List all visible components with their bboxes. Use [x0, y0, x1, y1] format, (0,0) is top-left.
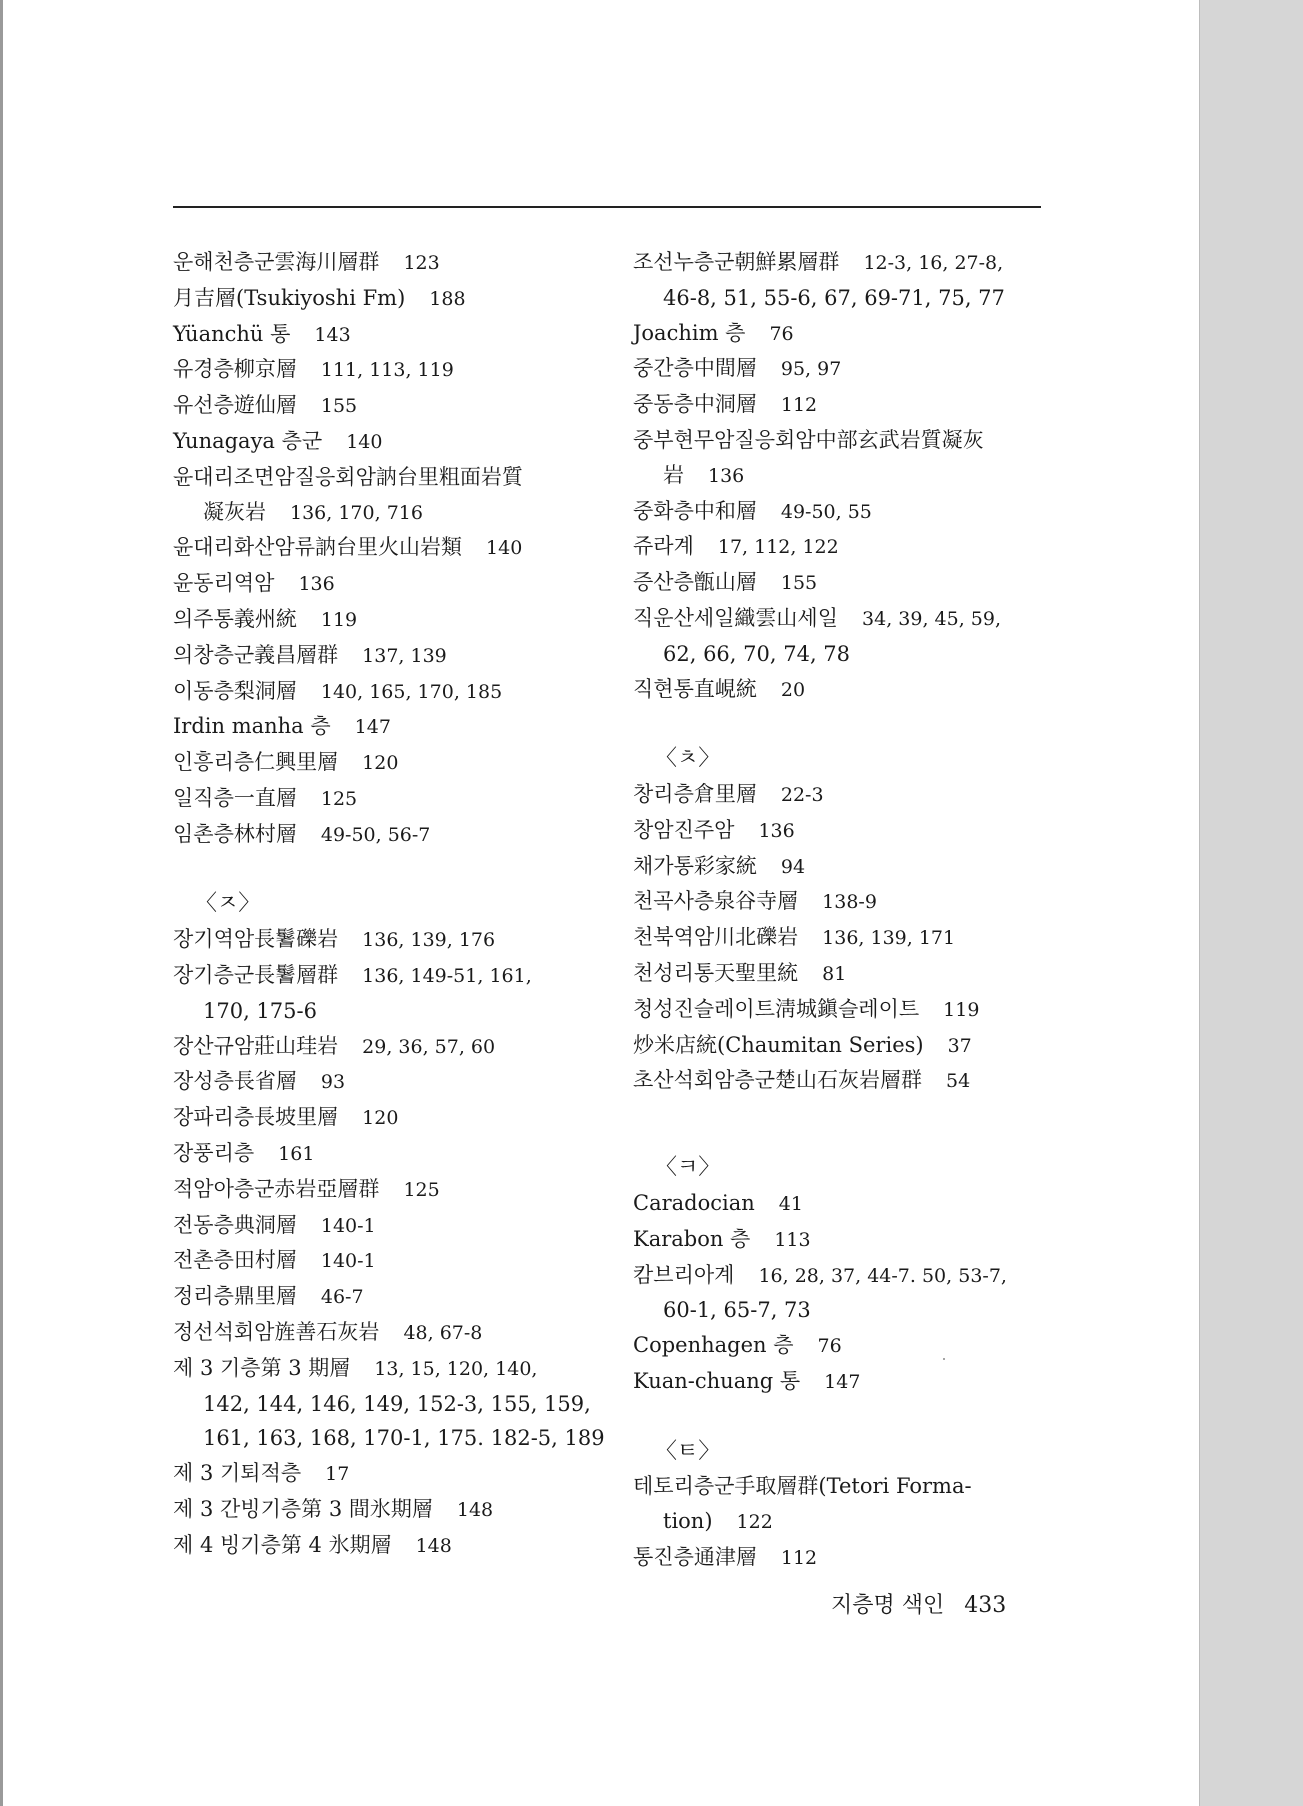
index-entry [633, 1258, 1053, 1329]
entry-pages: 119 [943, 998, 980, 1021]
index-entry [633, 494, 1053, 530]
entry-term: 채가통彩家統 [633, 853, 757, 878]
index-entry [633, 672, 1053, 708]
entry-pages: 138-9 [822, 891, 877, 914]
entry-pages: 136, 139, 176 [362, 929, 496, 952]
entry-pages: 140, 165, 170, 185 [320, 680, 503, 703]
entry-term: 정선석회암旌善石灰岩 [173, 1319, 380, 1344]
index-entry [633, 601, 1053, 672]
entry-term: 천성리통天聖里統 [633, 960, 799, 985]
entry-term: 전동층典洞層 [173, 1212, 297, 1237]
entry-term: 초산석회암층군楚山石灰岩層群 [633, 1068, 923, 1093]
entry-pages: 140 [346, 430, 383, 453]
index-entry [173, 352, 593, 388]
index-entry [633, 1540, 1053, 1576]
entry-pages: 93 [320, 1071, 346, 1094]
entry-term: 증산층甑山層 [633, 570, 757, 595]
entry-term: Yüanchü 통 [173, 321, 291, 346]
entry-pages: 34, 39, 45, 59, [862, 607, 1001, 630]
index-entry [633, 992, 1053, 1028]
entry-term: 의창층군義昌層群 [173, 642, 339, 667]
entry-term: 통진층通津層 [633, 1544, 757, 1569]
entry-term: 이동층梨洞層 [173, 678, 297, 703]
entry-term: 캄브리아계 [633, 1262, 735, 1287]
entry-term: Karabon 층 [633, 1226, 751, 1251]
entry-pages: 12-3, 16, 27-8, [863, 252, 1004, 274]
entry-pages: 76 [817, 1335, 842, 1358]
entry-term: 유경층柳京層 [173, 357, 297, 382]
index-entry [173, 602, 593, 638]
index-entry [633, 351, 1053, 387]
index-entry [173, 1029, 593, 1065]
entry-pages: 120 [362, 1107, 399, 1130]
entry-pages: 140-1 [320, 1250, 376, 1273]
entry-pages: 140 [486, 537, 523, 560]
index-entry [633, 1186, 1053, 1222]
entry-term: 전촌층田村層 [173, 1248, 297, 1273]
entry-pages: 13, 15, 120, 140, [374, 1357, 538, 1380]
index-entry [173, 709, 593, 745]
entry-pages: 46-7 [320, 1286, 364, 1309]
entry-term: 중간층中間層 [633, 356, 757, 381]
entry-pages: 148 [456, 1498, 494, 1521]
index-entry [633, 813, 1053, 849]
section-header: 〈ㅊ〉 [655, 746, 721, 772]
entry-term: 천북역암川北礫岩 [633, 925, 799, 950]
index-entry [173, 958, 593, 1029]
entry-pages: 16, 28, 37, 44-7. 50, 53-7, [758, 1264, 1007, 1287]
entry-pages: 81 [822, 962, 847, 985]
entry-pages-cont: 142, 144, 146, 149, 152-3, 155, 159, [203, 1391, 591, 1416]
entry-term: 장풍리층 [173, 1140, 255, 1165]
entry-term-cont: tion) [663, 1509, 713, 1534]
entry-term: 조선누층군朝鮮累層群 [633, 250, 840, 274]
entry-pages: 112 [780, 1546, 818, 1569]
entry-term: 장기역암長鬐礫岩 [173, 927, 339, 952]
index-entry [173, 1064, 593, 1100]
entry-term: 임촌층林村層 [173, 821, 297, 846]
entry-continuation [633, 458, 1053, 494]
entry-pages: 147 [354, 716, 391, 739]
index-entry [633, 1364, 1053, 1400]
entry-pages: 136, 149-51, 161, [362, 964, 532, 987]
entry-pages: 111, 113, 119 [320, 359, 454, 382]
entry-term: Irdin manha 층 [173, 714, 331, 739]
scan-speck [943, 1358, 945, 1360]
section-gap [633, 707, 1053, 742]
entry-pages: 17, 112, 122 [717, 536, 839, 559]
entry-term: 청성진슬레이트淸城鎭슬레이트 [633, 996, 920, 1021]
entry-term: 장산규암莊山珪岩 [173, 1033, 339, 1058]
index-entry [173, 781, 593, 817]
index-entry [173, 922, 593, 958]
section-header: 〈ㅈ〉 [195, 891, 261, 917]
entry-pages: 94 [780, 855, 806, 878]
index-entry [633, 387, 1053, 423]
entry-term: 정리층鼎里層 [173, 1284, 297, 1309]
section-gap [633, 1099, 1053, 1151]
index-entry [173, 745, 593, 781]
entry-term: 인흥리층仁興里層 [173, 750, 339, 775]
index-entry [633, 849, 1053, 885]
header-rule [173, 206, 1041, 208]
entry-term: 일직층一直層 [173, 785, 297, 810]
entry-term: 적암아층군赤岩亞層群 [173, 1176, 380, 1201]
entry-pages: 122 [736, 1511, 773, 1534]
entry-pages: 147 [824, 1370, 861, 1393]
index-entry [173, 281, 593, 317]
entry-pages: 161 [278, 1142, 315, 1165]
index-entry [633, 884, 1053, 920]
entry-term: 장기층군長鬐層群 [173, 962, 339, 987]
entry-pages: 143 [314, 323, 351, 346]
entry-pages-cont: 161, 163, 168, 170-1, 175. 182-5, 189 [203, 1426, 605, 1451]
index-entry [173, 460, 593, 531]
index-entry [633, 1222, 1053, 1258]
entry-pages: 20 [780, 678, 806, 701]
entry-term: Kuan-chuang 통 [633, 1368, 801, 1393]
entry-pages: 29, 36, 57, 60 [362, 1035, 496, 1058]
index-entry [633, 956, 1053, 992]
entry-pages: 112 [780, 394, 818, 417]
index-entry [173, 424, 593, 460]
entry-term: 직현통直峴統 [633, 676, 757, 701]
entry-pages: 136 [708, 464, 745, 487]
index-entry [173, 674, 593, 710]
entry-term: Caradocian [633, 1190, 755, 1215]
index-entry [633, 565, 1053, 601]
entry-pages-cont: 46-8, 51, 55-6, 67, 69-71, 75, 77 [663, 285, 1005, 310]
entry-term: 윤대리화산암류訥台里火山岩類 [173, 535, 463, 560]
entry-term: 의주통義州統 [173, 606, 297, 631]
entry-term: 운해천층군雲海川層群 [173, 250, 380, 274]
index-entry [173, 1100, 593, 1136]
entry-pages: 125 [320, 787, 358, 810]
section-gap [173, 853, 593, 888]
index-entry [173, 817, 593, 853]
entry-pages: 37 [947, 1034, 972, 1057]
entry-pages: 136, 170, 716 [290, 501, 423, 524]
entry-term: 유선층遊仙層 [173, 393, 297, 418]
entry-term-cont: 凝灰岩 [203, 499, 266, 524]
index-column-left [173, 245, 605, 1563]
entry-pages: 41 [778, 1192, 803, 1215]
section-gap [633, 1400, 1053, 1435]
index-entry [173, 1492, 593, 1528]
entry-pages: 113 [774, 1228, 811, 1251]
entry-term: 제 4 빙기층第 4 氷期層 [173, 1532, 392, 1557]
entry-pages: 49-50, 56-7 [320, 823, 431, 846]
entry-term: 창암진주암 [633, 817, 735, 842]
entry-term: 윤대리조면암질응회암訥台里粗面岩質 [173, 464, 523, 489]
index-entry [633, 920, 1053, 956]
entry-term: 장파리층長坡里層 [173, 1105, 339, 1130]
index-entry [173, 638, 593, 674]
entry-pages: 137, 139 [362, 644, 447, 667]
entry-continuation [633, 1504, 1053, 1540]
index-entry [633, 777, 1053, 813]
entry-pages: 136 [758, 819, 795, 842]
index-entry [173, 1279, 593, 1315]
entry-pages: 123 [403, 252, 440, 274]
index-entry [173, 317, 593, 353]
entry-pages: 120 [362, 752, 399, 775]
index-entry [173, 1172, 593, 1208]
entry-pages: 49-50, 55 [780, 500, 872, 523]
entry-term: 중화층中和層 [633, 498, 757, 523]
entry-term: 月吉層(Tsukiyoshi Fm) [173, 285, 406, 310]
entry-pages: 136 [298, 573, 335, 596]
entry-pages: 119 [320, 608, 358, 631]
index-entry [173, 1456, 593, 1492]
entry-pages-cont: 62, 66, 70, 74, 78 [663, 641, 851, 666]
entry-pages: 125 [403, 1178, 440, 1201]
entry-pages: 148 [415, 1534, 452, 1557]
index-column-right [633, 245, 1053, 1576]
entry-pages: 140-1 [320, 1214, 376, 1237]
entry-pages: 54 [946, 1070, 971, 1093]
entry-term: 제 3 간빙기층第 3 間氷期層 [173, 1496, 433, 1521]
entry-term: 제 3 기퇴적층 [173, 1461, 302, 1486]
entry-pages: 188 [429, 287, 466, 310]
entry-pages: 17 [325, 1463, 350, 1486]
entry-term: Joachim 층 [633, 320, 746, 345]
entry-pages: 76 [769, 322, 794, 345]
entry-continuation [173, 495, 593, 531]
page-footer [831, 1588, 1006, 1619]
entry-term: 창리층倉里層 [633, 781, 757, 806]
index-entry [173, 1208, 593, 1244]
index-entry [633, 1328, 1053, 1364]
entry-term: 炒米店統(Chaumitan Series) [633, 1032, 924, 1057]
entry-pages: 95, 97 [780, 358, 842, 381]
entry-pages-cont: 60-1, 65-7, 73 [663, 1298, 811, 1323]
entry-pages: 155 [320, 395, 358, 418]
entry-term: 제 3 기층第 3 期層 [173, 1355, 351, 1380]
index-entry [633, 245, 1053, 316]
entry-term: 천곡사층泉谷寺層 [633, 889, 799, 914]
entry-term-cont: 岩 [663, 462, 684, 487]
index-entry [173, 1528, 593, 1564]
index-entry [173, 1243, 593, 1279]
entry-term: 장성층長省層 [173, 1069, 297, 1094]
index-entry [633, 1028, 1053, 1064]
index-entry [173, 1351, 605, 1456]
index-entry [173, 566, 593, 602]
index-entry [173, 1136, 593, 1172]
entry-term: 중동층中洞層 [633, 392, 757, 417]
index-entry [173, 388, 593, 424]
entry-term: 윤동리역암 [173, 571, 275, 596]
entry-term: 직운산세일織雲山세일 [633, 605, 839, 630]
running-title: 지층명 색인 [831, 1593, 945, 1618]
entry-term: Copenhagen 층 [633, 1333, 794, 1358]
index-entry [173, 1315, 593, 1351]
index-entry [633, 423, 1053, 494]
index-entry [173, 530, 593, 566]
section-header: 〈ㅋ〉 [655, 1155, 721, 1181]
index-entry [633, 1469, 1053, 1540]
entry-pages-cont: 170, 175-6 [203, 998, 317, 1023]
index-entry [633, 529, 1053, 565]
page-number: 433 [964, 1593, 1007, 1618]
section-header: 〈ㅌ〉 [655, 1438, 721, 1464]
entry-pages: 155 [780, 572, 818, 595]
entry-term: 중부현무암질응회암中部玄武岩質凝灰 [633, 427, 984, 452]
entry-pages: 136, 139, 171 [822, 927, 956, 950]
index-entry [633, 316, 1053, 352]
entry-term: 쥬라계 [633, 534, 694, 559]
index-entry [173, 245, 593, 281]
entry-pages: 48, 67-8 [403, 1321, 483, 1344]
entry-pages: 22-3 [780, 783, 824, 806]
index-entry [633, 1063, 1053, 1099]
entry-term: 테토리층군手取層群(Tetori Forma- [633, 1474, 972, 1499]
entry-term: Yunagaya 층군 [173, 428, 323, 453]
